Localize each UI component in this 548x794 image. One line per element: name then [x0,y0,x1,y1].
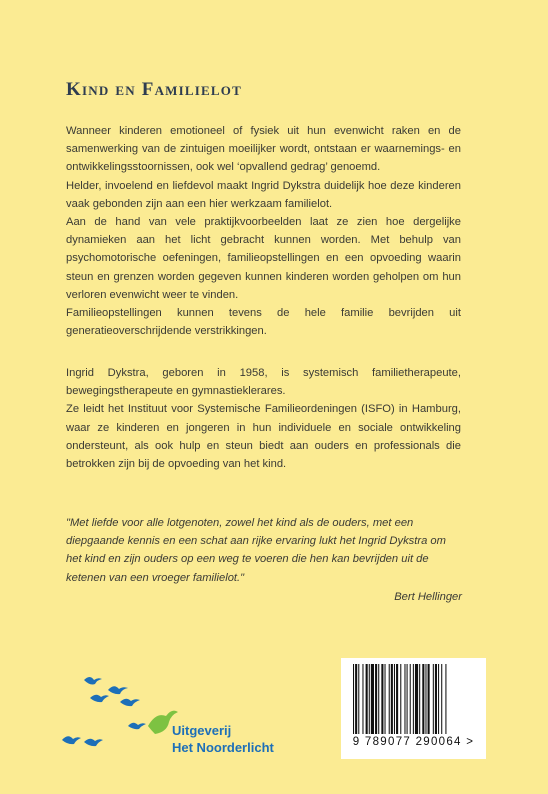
endorsement-quote: "Met liefde voor alle lotgenoten, zowel het kind als de ouders, met een diepgaande kennis en een schat aan rijke ervaring lukt het Ingrid Dykstra om het kind en zijn ouders op een weg te voeren die hen kan bevrijden uit de ketenen van een vroeger familielot." [66,517,446,584]
book-title: Kind en Familielot [66,79,242,100]
bio-paragraph: Ze leidt het Instituut voor Systemische Familieordeningen (ISFO) in Hamburg, waar ze kinderen en jongeren in hun individuele en sociale ontwikkeling ondersteunt, als ook hulp en steun biedt aan ouders en professionals die betrokken zijn bij de opvoeding van het kind. [66,403,461,471]
description-paragraph: Wanneer kinderen emotioneel of fysiek uit hun evenwicht raken en de samenwerking van de zintuigen moeilijker wordt, ontstaan er waarnemings- en ontwikkelingsstoornissen, ook wel ‘opvallend gedrag’ genoemd. [66,125,461,174]
author-bio-block [66,364,461,473]
publisher-line: Uitgeverij [172,723,232,738]
description-paragraph: Familieopstellingen kunnen tevens de hele familie bevrijden uit generatieoverschrijdende verstrikkingen. [66,307,461,338]
bio-paragraph: Ingrid Dykstra, geboren in 1958, is systemisch familietherapeute, bewegingstherapeute en gymnastieklerares. [66,367,461,398]
description-paragraph: Aan de hand van vele praktijkvoorbeelden laat ze zien hoe dergelijke dynamieken aan het licht gebracht kunnen worden. Met behulp van psychomotorische oefeningen, familieopstellingen en een opvoeding waarin steun en grenzen worden gegeven kunnen kinderen worden geholpen om hun verloren evenwicht weer te vinden. [66,216,461,301]
barcode-bars-icon [353,664,474,734]
description-paragraph: Helder, invoelend en liefdevol maakt Ingrid Dykstra duidelijk hoe deze kinderen vaak gebonden zijn aan een hier werkzaam familielot. [66,179,461,210]
barcode [341,658,486,759]
description-block [66,122,461,340]
publisher-name [172,722,274,756]
isbn-number: 9 789077 290064 > [352,736,475,748]
quote-author: Bert Hellinger [394,591,462,603]
publisher-line: Het Noorderlicht [172,740,274,755]
